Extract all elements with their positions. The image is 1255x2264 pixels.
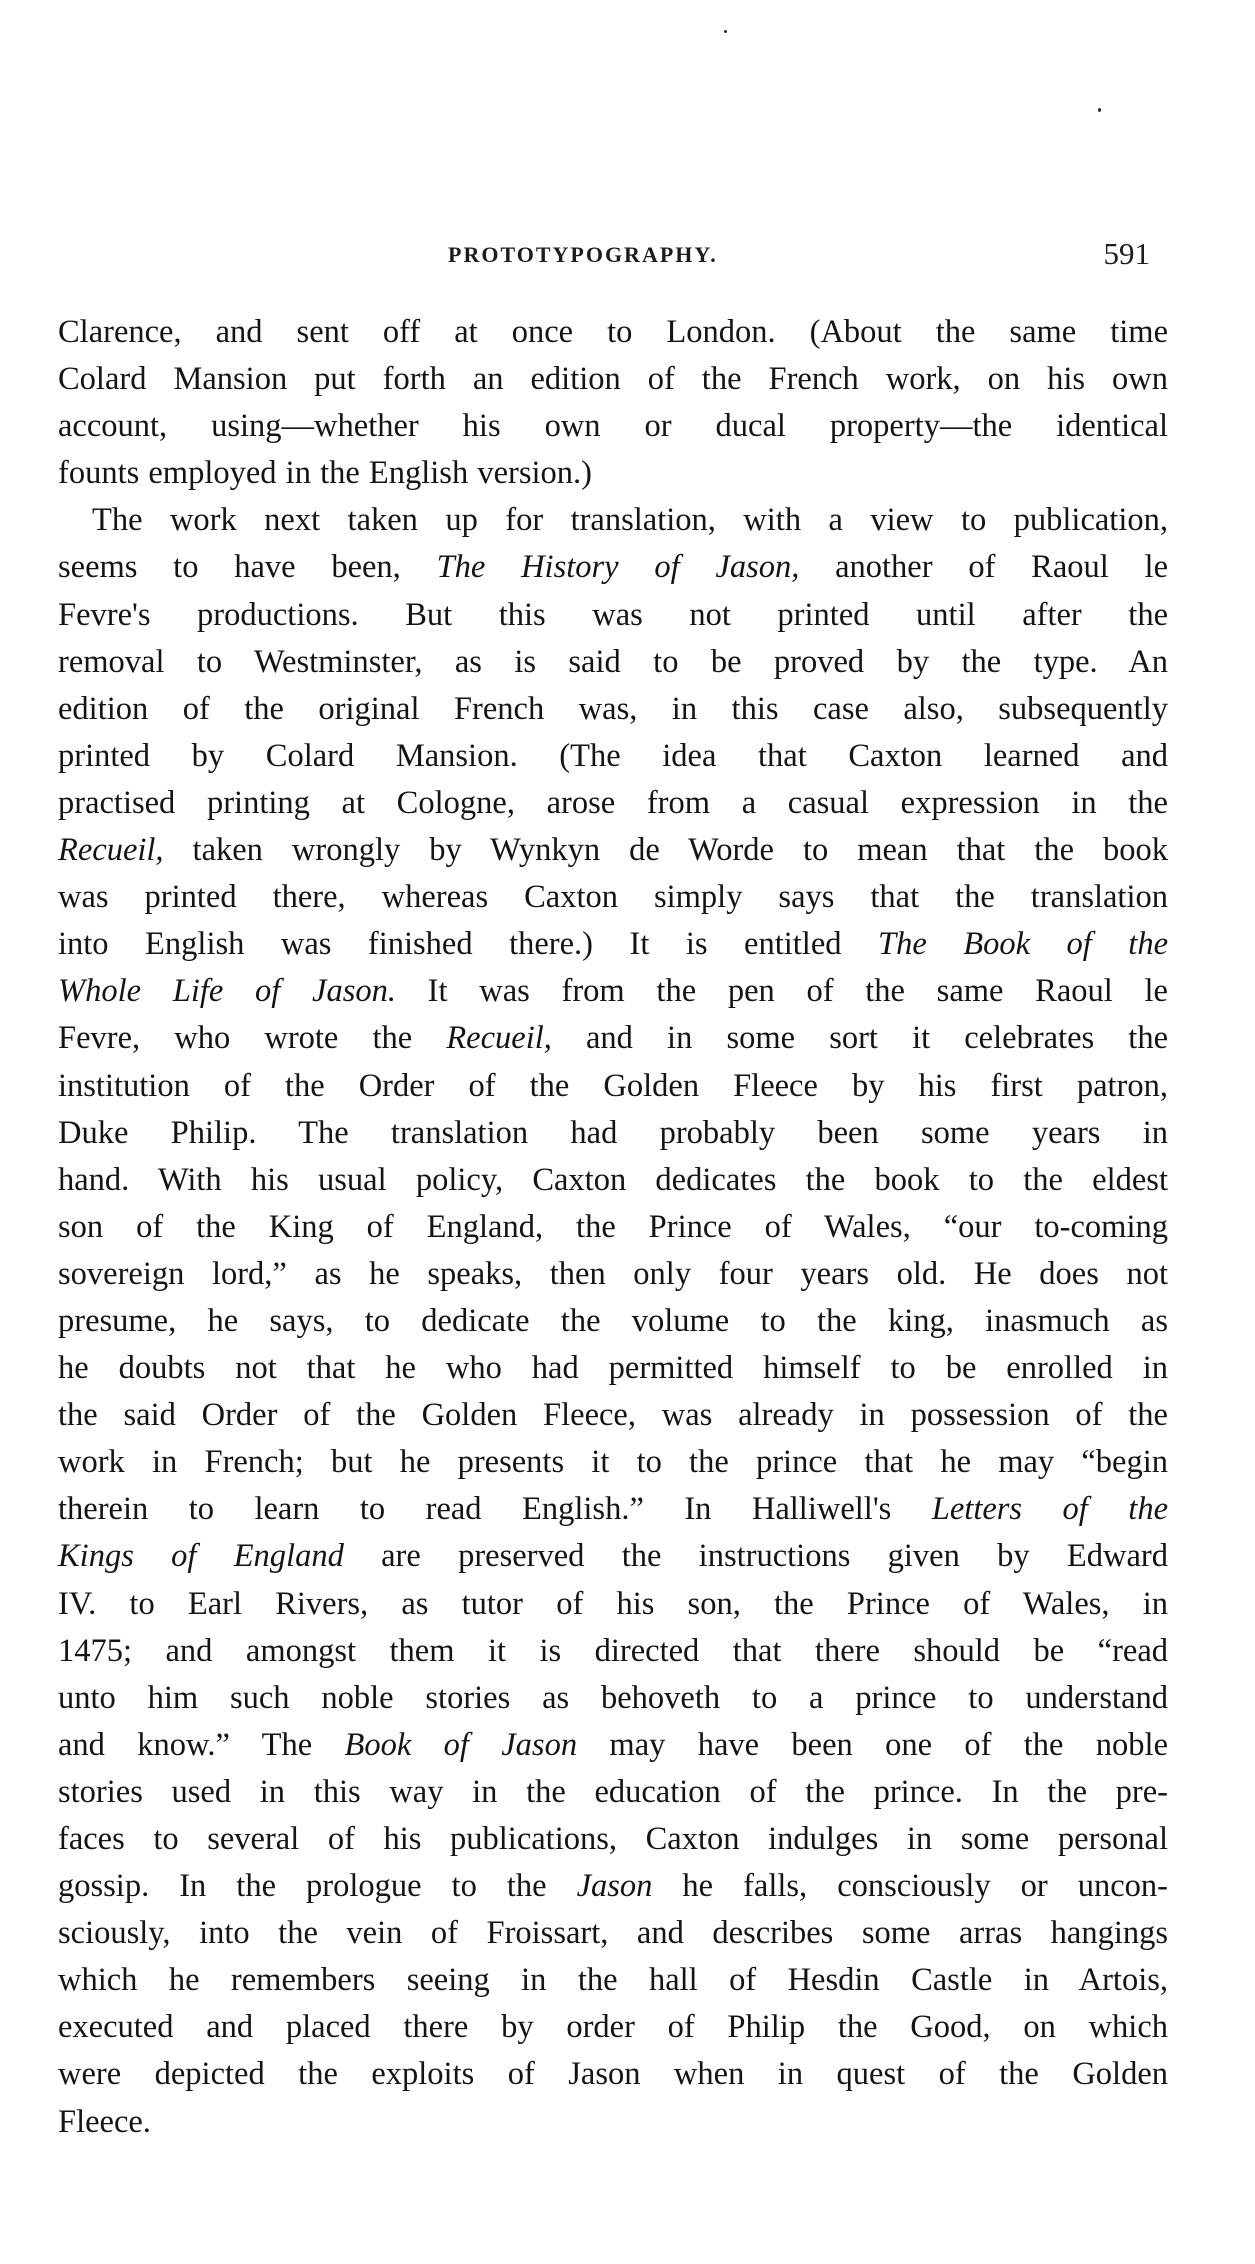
text-line xyxy=(58,639,1168,686)
text-line xyxy=(58,309,1168,356)
text-span: practised printing at Cologne, arose from a casual expression in the xyxy=(58,784,1168,821)
text-span: IV. to Earl Rivers, as tutor of his son, the Prince of Wales, in xyxy=(58,1585,1168,1622)
text-line xyxy=(58,592,1168,639)
text-span: and know.” The xyxy=(58,1726,345,1763)
title-italic: Recueil, xyxy=(446,1020,552,1057)
text-span: are preserved the instructions given by Edward xyxy=(343,1538,1168,1575)
title-italic: Book of Jason xyxy=(344,1726,578,1763)
text-span: institution of the Order of the Golden Fleece by his first patron, xyxy=(58,1067,1168,1104)
text-line xyxy=(58,450,1168,497)
text-span: Fevre's productions. But this was not printed until after the xyxy=(58,596,1168,633)
text-line xyxy=(58,968,1168,1015)
ink-speck xyxy=(724,30,727,33)
text-span: which he remembers seeing in the hall of Hesdin Castle in Artois, xyxy=(58,1962,1168,1999)
text-span: another of Raoul le xyxy=(799,549,1168,586)
title-italic: Jason xyxy=(576,1868,653,1905)
text-span: taken wrongly by Wynkyn de Worde to mean that the book xyxy=(163,832,1168,869)
text-line xyxy=(58,544,1168,591)
text-span: printed by Colard Mansion. (The idea that Caxton learned and xyxy=(58,737,1168,774)
text-span: Duke Philip. The translation had probably been some years in xyxy=(58,1114,1168,1151)
text-span: The work next taken up for translation, with a view to publication, xyxy=(92,502,1168,539)
text-line xyxy=(58,1816,1168,1863)
title-italic: Kings of England xyxy=(58,1538,344,1575)
text-span: faces to several of his publications, Caxton indulges in some personal xyxy=(58,1821,1168,1857)
text-span: Fleece. xyxy=(58,2103,151,2140)
text-line xyxy=(58,1015,1168,1062)
text-line xyxy=(58,1675,1168,1722)
text-line xyxy=(58,1063,1168,1110)
text-line xyxy=(58,827,1168,874)
text-span: gossip. In the prologue to the xyxy=(58,1868,577,1905)
text-span: he doubts not that he who had permitted himself to be enrolled in xyxy=(58,1350,1168,1387)
text-line xyxy=(58,874,1168,921)
text-span: Fevre, who wrote the xyxy=(58,1020,447,1057)
running-title: PROTOTYPOGRAPHY. xyxy=(448,242,718,267)
text-span: removal to Westminster, as is said to be proved by the type. An xyxy=(58,643,1168,680)
ink-speck xyxy=(1098,108,1101,112)
text-span: executed and placed there by order of Philip the Good, on which xyxy=(58,2009,1168,2046)
text-line xyxy=(58,1345,1168,1392)
text-span: presume, he says, to dedicate the volume to the king, inasmuch as xyxy=(58,1302,1168,1339)
text-span: edition of the original French was, in this case also, subsequently xyxy=(58,690,1168,727)
title-italic: The Book of the xyxy=(878,926,1169,963)
text-span: account, using—whether his own or ducal property—the identical xyxy=(58,408,1168,445)
text-line xyxy=(58,2051,1168,2098)
text-span: the said Order of the Golden Fleece, was already in possession of the xyxy=(58,1397,1168,1434)
text-line xyxy=(58,2004,1168,2051)
text-span: work in French; but he presents it to the prince that he may “begin xyxy=(58,1444,1168,1481)
text-line xyxy=(58,1204,1168,1251)
text-line xyxy=(58,1863,1168,1910)
text-span: hand. With his usual policy, Caxton dedicates the book to the eldest xyxy=(58,1161,1168,1198)
title-italic: Letters of the xyxy=(931,1491,1168,1528)
text-line xyxy=(58,1298,1168,1345)
text-line xyxy=(58,1110,1168,1157)
text-span: were depicted the exploits of Jason when in quest of the Golden xyxy=(58,2056,1168,2093)
text-line xyxy=(58,1392,1168,1439)
text-span: Colard Mansion put forth an edition of the French work, on his own xyxy=(58,361,1168,398)
text-span: seems to have been, xyxy=(58,549,437,586)
text-span: was printed there, whereas Caxton simply says that the translation xyxy=(58,879,1168,916)
text-span: Clarence, and sent off at once to London. (About the same time xyxy=(58,314,1168,350)
text-line xyxy=(58,1439,1168,1486)
text-line xyxy=(58,356,1168,403)
text-line xyxy=(58,921,1168,968)
text-span: 1475; and amongst them it is directed that there should be “read xyxy=(58,1632,1168,1669)
text-line xyxy=(58,497,1168,544)
text-span: may have been one of the noble xyxy=(577,1726,1168,1763)
text-line xyxy=(58,1533,1168,1580)
text-span: therein to learn to read English.” In Halliwell's xyxy=(58,1491,932,1528)
text-line xyxy=(58,780,1168,827)
text-line xyxy=(58,1486,1168,1533)
text-line xyxy=(58,1581,1168,1628)
text-line xyxy=(58,686,1168,733)
text-span: he falls, consciously or uncon- xyxy=(652,1868,1168,1905)
title-italic: Recueil, xyxy=(58,832,164,869)
text-line xyxy=(58,1910,1168,1957)
text-span: sciously, into the vein of Froissart, and describes some arras hangings xyxy=(58,1915,1168,1952)
text-line xyxy=(58,2099,1168,2146)
text-span: son of the King of England, the Prince of Wales, “our to-coming xyxy=(58,1208,1168,1245)
text-span: and in some sort it celebrates the xyxy=(551,1020,1168,1057)
text-line xyxy=(58,1722,1168,1769)
text-span: stories used in this way in the education of the prince. In the pre- xyxy=(58,1773,1168,1810)
text-line xyxy=(58,1957,1168,2004)
text-line xyxy=(58,1769,1168,1816)
title-italic: Whole Life of Jason. xyxy=(58,973,396,1010)
text-span: sovereign lord,” as he speaks, then only four years old. He does not xyxy=(58,1255,1168,1292)
text-line xyxy=(58,403,1168,450)
body-text xyxy=(58,309,1168,2146)
text-line xyxy=(58,1157,1168,1204)
running-head xyxy=(58,236,1158,276)
text-span: founts employed in the English version.) xyxy=(58,455,592,492)
text-line xyxy=(58,733,1168,780)
text-span: into English was finished there.) It is entitled xyxy=(58,926,878,963)
text-span: unto him such noble stories as behoveth to a prince to understand xyxy=(58,1679,1168,1716)
page-number: 591 xyxy=(1103,236,1150,271)
text-span: It was from the pen of the same Raoul le xyxy=(395,973,1168,1010)
text-line xyxy=(58,1251,1168,1298)
title-italic: The History of Jason, xyxy=(436,549,800,586)
text-line xyxy=(58,1628,1168,1675)
